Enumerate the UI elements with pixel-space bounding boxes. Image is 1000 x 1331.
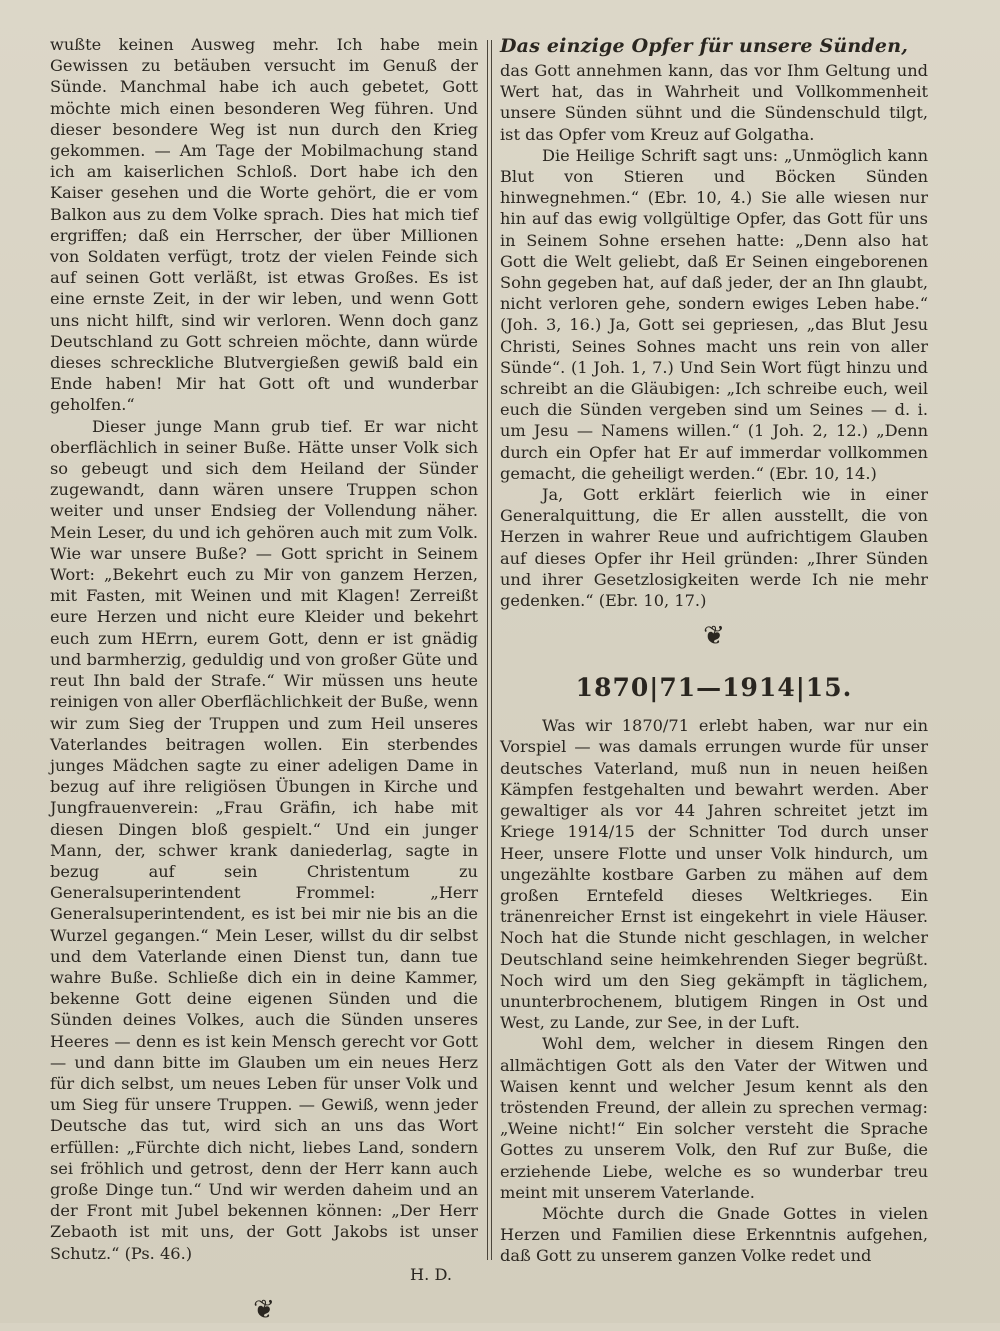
right-paragraph-3: Ja, Gott erklärt feierlich wie in einer Generalquittung, die Er allen ausstellt, die von Herzen in wahrer Reue und aufrichtigem Glauben auf dieses Opfer ihr Heil gründen: „Ihrer Sünden und ihrer Gesetzlosigkeiten werde Ich nie mehr gedenken.“ (Ebr. 10, 17.) [500,485,928,611]
right-paragraph-2: Die Heilige Schrift sagt uns: „Unmöglich kann Blut von Stieren und Böcken Sünden hinwegnehmen.“ (Ebr. 10, 4.) Sie alle wiesen nur hin auf das ewig vollgültige Opfer, das Gott für uns in Seinem Sohne ersehen hatte: „Denn also hat Gott die Welt geliebt, daß Er Seinen eingeborenen Sohn gegeben hat, auf daß jeder, der an Ihn glaubt, nicht verloren gehe, sondern ewiges Leben habe.“ (Joh. 3, 16.) Ja, Gott sei gepriesen, „das Blut Jesu Christi, Seines Sohnes macht uns rein von aller Sünde“. (1 Joh. 1, 7.) Und Sein Wort fügt hinzu und schreibt an die Gläubigen: „Ich schreibe euch, weil euch die Sünden vergeben sind um Seines — d. i. um Jesu — Namens willen.“ (1 Joh. 2, 12.) „Denn durch ein Opfer hat Er auf immerdar vollkommen gemacht, die geheiligt werden.“ (Ebr. 10, 14.) [500,145,928,483]
fleuron-ornament-icon: ❦ [703,621,725,652]
section-paragraph-3: Möchte durch die Gnade Gottes in vielen Herzen und Familien diese Erkenntnis aufgehen, daß Gott zu unserem ganzen Volke redet und [500,1203,928,1266]
section-paragraph-2: Wohl dem, welcher in diesem Ringen den allmächtigen Gott als den Vater der Witwen und Waisen kennt und welcher Jesum kennt als den tröstenden Freund, der allein zu sprechen vermag: „Weine nicht!“ Ein solcher versteht die Sprache Gottes zu unserem Volk, den Ruf zur Buße, die erziehende Liebe, welche es so wunderbar treu meint mit unserem Vaterlande. [500,1034,928,1202]
section-paragraph-1: Was wir 1870/71 erlebt haben, war nur ein Vorspiel — was damals errungen wurde für unser deutsches Vaterland, muß nun in neuen heißen Kämpfen festgehalten und bewahrt werden. Aber gewaltiger als vor 44 Jahren schreitet jetzt im Kriege 1914/15 der Schnitter Tod durch unser Heer, unsere Flotte und unser Volk hindurch, um ungezählte kostbare Garben zu mähen auf dem großen Erntefeld dieses Weltkrieges. Ein tränenreicher Ernst ist eingekehrt in viele Häuser. Noch hat die Stunde nicht geschlagen, in welcher Deutschland seine heimkehrenden Sieger begrüßt. Noch wird um den Sieg gekämpft in täglichem, ununterbrochenem, blutigem Ringen in Ost und West, zu Lande, zur See, in der Luft. [500,716,928,1033]
right-column [500,34,928,1267]
article-heading: Das einzige Opfer für unsere Sünden, [500,35,909,57]
section-title: 1870|71—1914|15. [575,673,853,703]
left-paragraph-1: wußte keinen Ausweg mehr. Ich habe mein Gewissen zu betäuben versucht im Genuß der Sünde. Manchmal habe ich auch gebetet, Gott möchte mich einen besonderen Weg führen. Und dieser besondere Weg ist nun durch den Krieg gekommen. — Am Tage der Mobilmachung stand ich am kaiserlichen Schloß. Dort habe ich den Kaiser gesehen und die Worte gehört, die er vom Balkon aus zu dem Volke sprach. Dies hat mich tief ergriffen; daß ein Herrscher, der über Millionen von Soldaten verfügt, trotz der vielen Feinde sich auf seinen Gott verläßt, ist etwas Großes. Es ist eine ernste Zeit, in der wir leben, und wenn Gott uns nicht hilft, sind wir verloren. Wenn doch ganz Deutschland zu Gott schreien möchte, dann würde dieses schreckliche Blutvergießen gewiß bald ein Ende haben! Mir hat Gott oft und wunderbar geholfen.“ [50,35,478,415]
column-divider [487,40,488,1260]
author-signature: H. D. [410,1264,452,1284]
fleuron-ornament-icon: ❦ [253,1294,275,1325]
left-column [50,34,478,1331]
right-paragraph-1: das Gott annehmen kann, das vor Ihm Geltung und Wert hat, das in Wahrheit und Vollkommenheit unsere Sünden sühnt und die Sündenschuld tilgt, ist das Opfer vom Kreuz auf Golgatha. [500,61,928,144]
left-paragraph-2: Dieser junge Mann grub tief. Er war nicht oberflächlich in seiner Buße. Hätte unser Volk sich so gebeugt und sich dem Heiland der Sünder zugewandt, dann wären unsere Truppen schon weiter und unser Endsieg der Vollendung näher. Mein Leser, du und ich gehören auch mit zum Volk. Wie war unsere Buße? — Gott spricht in Seinem Wort: „Bekehrt euch zu Mir von ganzem Herzen, mit Fasten, mit Weinen und mit Klagen! Zerreißt eure Herzen und nicht eure Kleider und bekehrt euch zum HErrn, eurem Gott, denn er ist gnädig und barmherzig, geduldig und von großer Güte und reut Ihn bald der Strafe.“ Wir müssen uns heute reinigen von aller Oberflächlichkeit der Buße, wenn wir zum Sieg der Truppen und zum Heil unseres Vaterlandes beitragen wollen. Ein sterbendes junges Mädchen sagte zu einer adeligen Dame in bezug auf ihre religiösen Übungen in Kirche und Jungfrauenverein: „Frau Gräfin, ich habe mit diesen Dingen bloß gespielt.“ Und ein junger Mann, der, schwer krank daniederlag, sagte in bezug auf sein Christentum zu Generalsuperintendent Frommel: „Herr Generalsuperintendent, es ist bei mir nie bis an die Wurzel gegangen.“ Mein Leser, willst du dir selbst und dem Vaterlande einen Dienst tun, dann tue wahre Buße. Schließe dich ein in deine Kammer, bekenne Gott deine eigenen Sünden und die Sünden deines Volkes, auch die Sünden unseres Heeres — denn es ist kein Mensch gerecht vor Gott — und dann bitte im Glauben um ein neues Herz für dich selbst, um neues Leben für unser Volk und um Sieg für unsere Truppen. — Gewiß, wenn jeder Deutsche das tut, wird sich an uns das Wort erfüllen: „Fürchte dich nicht, liebes Land, sondern sei fröhlich und getrost, denn der Herr kann auch große Dinge tun.“ Und wir werden daheim und an der Front mit Jubel bekennen können: „Der Herr Zebaoth ist mit uns, der Gott Jakobs ist unser Schutz.“ (Ps. 46.) [50,416,478,1263]
column-divider-inner [491,40,492,1260]
